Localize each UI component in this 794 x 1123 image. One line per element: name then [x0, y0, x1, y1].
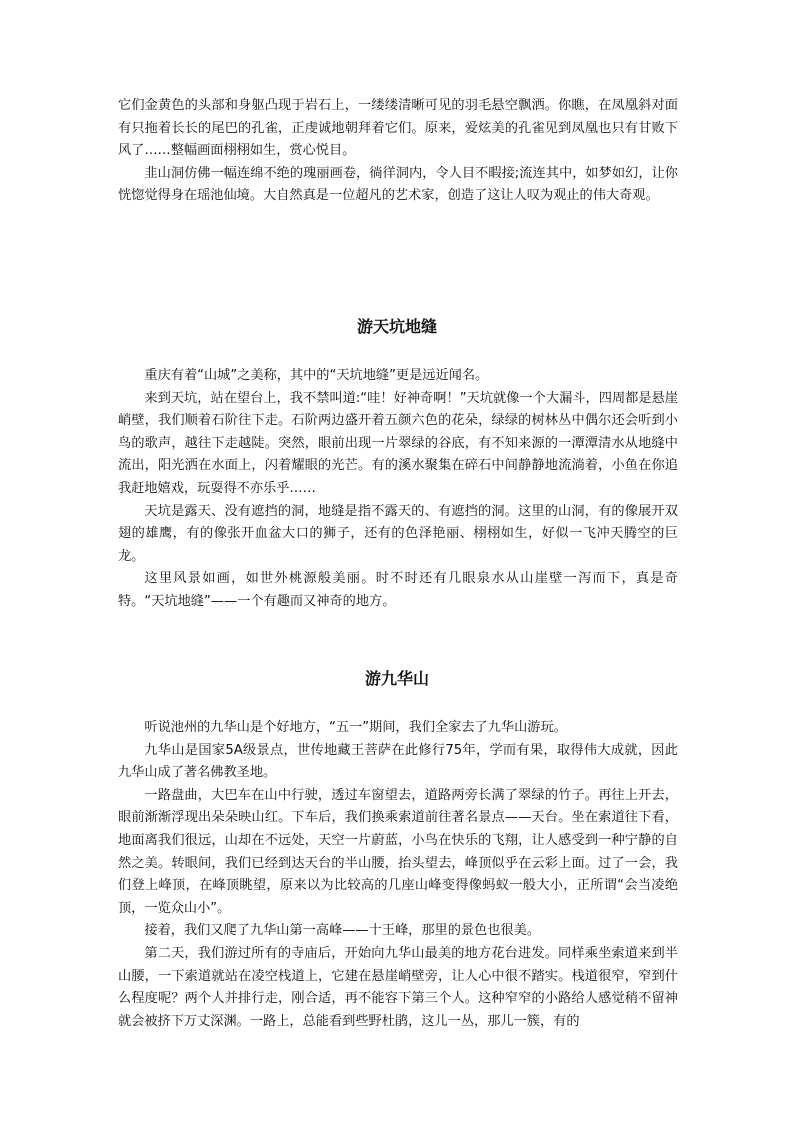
section-title: 游九华山	[364, 669, 429, 688]
paragraph: 韭山洞仿佛一幅连绵不绝的瑰丽画卷，徜徉洞内，令人目不暇接;流连其中，如梦如幻，让你恍惚觉得身在瑶池仙境。大自然真是一位超凡的艺术家，创造了这让人叹为观止的伟大奇观。	[118, 165, 678, 204]
section-body	[118, 365, 678, 614]
paragraph: 这里风景如画，如世外桃源般美丽。时不时还有几眼泉水从山崖壁一泻而下，真是奇特。“天坑地缝”——一个有趣而又神奇的地方。	[118, 571, 678, 609]
section-continuation	[118, 95, 678, 208]
paragraph: 听说池州的九华山是个好地方，“五一”期间，我们全家去了九华山游玩。	[144, 720, 567, 735]
paragraph: 重庆有着“山城”之美称，其中的“天坑地缝”更是远近闻名。	[144, 368, 489, 383]
paragraph: 来到天坑，站在望台上，我不禁叫道:“哇！好神奇啊！”天坑就像一个大漏斗，四周都是悬崖峭壁，我们顺着石阶往下走。石阶两边盛开着五颜六色的花朵，绿绿的树林丛中偶尔还会听到小鸟的歌声，越往下走越陡。突然，眼前出现一片翠绿的谷底，有不知来源的一潭潭清水从地缝中流出，阳光洒在水面上，闪着耀眼的光芒。有的溪水聚集在碎石中间静静地流淌着，小鱼在你追我赶地嬉戏，玩耍得不亦乐乎……	[118, 390, 678, 496]
paragraph: 它们金黄色的头部和身躯凸现于岩石上，一缕缕清晰可见的羽毛悬空飘洒。你瞧，在凤凰斜对面有只拖着长长的尾巴的孔雀，正虔诚地朝拜着它们。原来，爱炫美的孔雀见到凤凰也只有甘败下风了……整幅画面栩栩如生，赏心悦目。	[118, 98, 678, 159]
paragraph: 接着，我们又爬了九华山第一高峰——十王峰，那里的景色也很美。	[144, 923, 541, 939]
section-body	[118, 717, 678, 1033]
paragraph: 第二天，我们游过所有的寺庙后，开始向九华山最美的地方花台进发。同样乘坐索道来到半山腰，一下索道就站在凌空栈道上，它建在悬崖峭壁旁，让人心中很不踏实。栈道很窄，窄到什么程度呢？两个人并排行走，刚合适，再不能容下第三个人。这种窄窄的小路给人感觉稍不留神就会被挤下万丈深渊。一路上，总能看到些野杜鹃，这儿一丛，那儿一簇，有的	[118, 945, 678, 1029]
paragraph: 九华山是国家5A级景点，世传地藏王菩萨在此修行75年，学而有果，取得伟大成就，因此九华山成了著名佛教圣地。	[118, 742, 678, 781]
paragraph: 一路盘曲，大巴车在山中行驶，透过车窗望去，道路两旁长满了翠绿的竹子。再往上开去，眼前渐渐浮现出朵朵映山红。下车后，我们换乘索道前往著名景点——天台。坐在索道往下看，地面离我们很远，山却在不远处，天空一片蔚蓝，小鸟在快乐的飞翔，让人感受到一种宁静的自然之美。转眼间，我们已经到达天台的半山腰，抬头望去，峰顶似乎在云彩上面。过了一会，我们登上峰顶，在峰顶眺望，原来以为比较高的几座山峰变得像蚂蚁一般大小，正所谓“会当凌绝顶，一览众山小”。	[118, 787, 678, 916]
section-title: 游天坑地缝	[356, 317, 437, 336]
paragraph: 天坑是露天、没有遮挡的洞，地缝是指不露天的、有遮挡的洞。这里的山洞，有的像展开双翅的雄鹰，有的像张开血盆大口的狮子，还有的色泽艳丽、栩栩如生，好似一飞冲天腾空的巨龙。	[118, 503, 678, 564]
